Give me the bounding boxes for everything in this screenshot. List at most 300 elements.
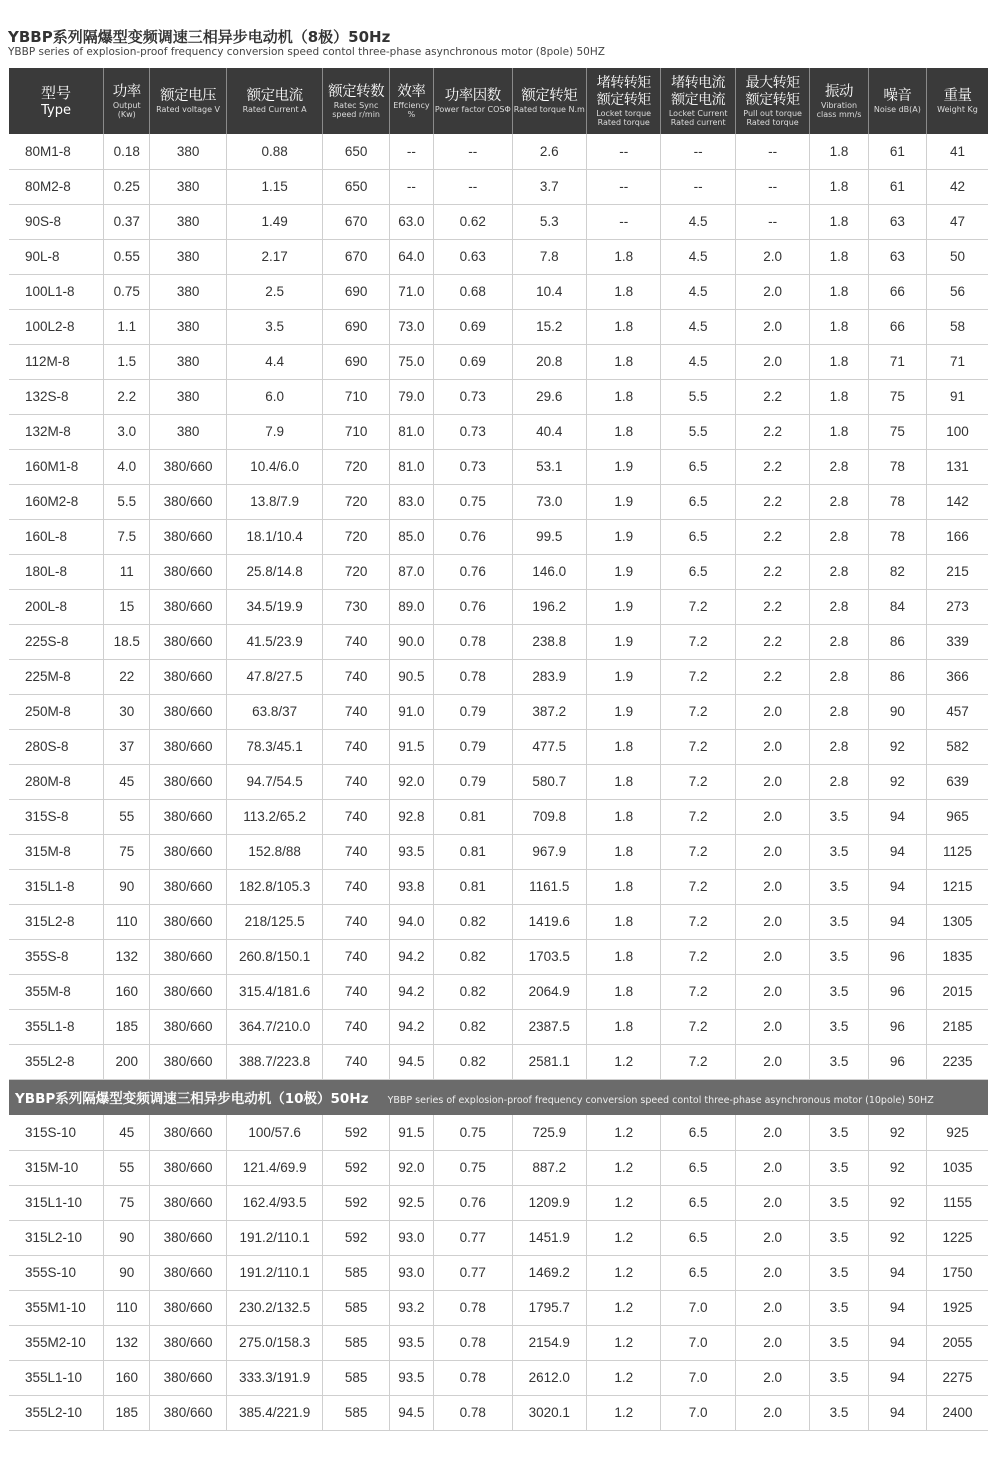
table-cell: 1.8 (810, 344, 868, 379)
table-cell: 1835 (927, 939, 988, 974)
table-cell: 380/660 (150, 659, 226, 694)
column-header-cn: 额定转矩 (745, 92, 800, 108)
table-cell: 0.75 (104, 274, 150, 309)
table-row (9, 239, 988, 274)
table-cell: 3.5 (810, 1115, 868, 1150)
table-cell: 7.2 (661, 589, 735, 624)
table-cell: 1.8 (810, 379, 868, 414)
table-cell: 2.8 (810, 694, 868, 729)
table-cell: 0.68 (434, 274, 512, 309)
table-cell: 47.8/27.5 (226, 659, 323, 694)
table-cell: 2235 (927, 1044, 988, 1079)
table-cell: 585 (323, 1395, 389, 1430)
table-cell: 720 (323, 554, 389, 589)
table-cell: 7.2 (661, 624, 735, 659)
model-cell: 250M-8 (9, 694, 104, 729)
table-cell: 3.5 (226, 309, 323, 344)
table-cell: 1.9 (586, 449, 660, 484)
table-cell: 1.8 (810, 239, 868, 274)
table-cell: 191.2/110.1 (226, 1255, 323, 1290)
table-row (9, 694, 988, 729)
table-cell: 92 (868, 1185, 926, 1220)
column-header-max-torque-ratio (735, 68, 809, 134)
table-cell: 96 (868, 974, 926, 1009)
table-cell: 78.3/45.1 (226, 729, 323, 764)
table-cell: 55 (104, 799, 150, 834)
column-header-en: Effciency % (393, 100, 430, 119)
table-cell: 185 (104, 1009, 150, 1044)
table-cell: 94.2 (389, 974, 433, 1009)
table-cell: 93.0 (389, 1255, 433, 1290)
table-cell: 185 (104, 1395, 150, 1430)
table-cell: 0.78 (434, 1360, 512, 1395)
column-header-noise (868, 68, 926, 134)
table-cell: 166 (927, 519, 988, 554)
table-cell: 15.2 (512, 309, 586, 344)
model-cell: 315L2-10 (9, 1220, 104, 1255)
table-cell: 0.81 (434, 834, 512, 869)
table-cell: 967.9 (512, 834, 586, 869)
table-cell: 29.6 (512, 379, 586, 414)
table-cell: 1.8 (586, 729, 660, 764)
table-cell: 650 (323, 169, 389, 204)
table-cell: 110 (104, 1290, 150, 1325)
model-cell: 160L-8 (9, 519, 104, 554)
table-cell: 10.4/6.0 (226, 449, 323, 484)
table-cell: 2.0 (735, 799, 809, 834)
table-cell: 457 (927, 694, 988, 729)
table-cell: 740 (323, 974, 389, 1009)
table-row (9, 519, 988, 554)
table-cell: 380 (150, 239, 226, 274)
column-header-locked-current-ratio (661, 68, 735, 134)
model-cell: 225S-8 (9, 624, 104, 659)
model-cell: 100L2-8 (9, 309, 104, 344)
table-cell: -- (389, 134, 433, 169)
table-cell: 0.82 (434, 939, 512, 974)
table-cell: 132 (104, 939, 150, 974)
table-row (9, 1220, 988, 1255)
table-cell: 0.73 (434, 449, 512, 484)
table-cell: 380 (150, 309, 226, 344)
table-cell: 3020.1 (512, 1395, 586, 1430)
column-header-cn: 堵转转矩 (596, 75, 651, 91)
table-cell: 1.8 (810, 414, 868, 449)
table-cell: 6.5 (661, 449, 735, 484)
table-cell: 720 (323, 519, 389, 554)
table-cell: 7.2 (661, 694, 735, 729)
table-cell: 0.75 (434, 1150, 512, 1185)
table-cell: 93.0 (389, 1220, 433, 1255)
model-cell: 280M-8 (9, 764, 104, 799)
table-cell: 315.4/181.6 (226, 974, 323, 1009)
table-cell: 92.8 (389, 799, 433, 834)
table-cell: -- (586, 169, 660, 204)
table-cell: 3.5 (810, 1185, 868, 1220)
table-cell: 1.2 (586, 1325, 660, 1360)
table-row (9, 974, 988, 1009)
table-row (9, 344, 988, 379)
table-cell: 3.5 (810, 834, 868, 869)
table-cell: 238.8 (512, 624, 586, 659)
table-cell: 75 (868, 414, 926, 449)
table-cell: 2.8 (810, 624, 868, 659)
table-cell: 94.7/54.5 (226, 764, 323, 799)
table-cell: 592 (323, 1150, 389, 1185)
table-row (9, 1290, 988, 1325)
table-cell: 380/660 (150, 1325, 226, 1360)
title-block (8, 28, 998, 59)
table-cell: 0.82 (434, 904, 512, 939)
column-header-voltage (150, 68, 226, 134)
table-cell: -- (434, 134, 512, 169)
table-cell: 64.0 (389, 239, 433, 274)
table-cell: 1155 (927, 1185, 988, 1220)
table-cell: 2.0 (735, 1255, 809, 1290)
model-cell: 355M2-10 (9, 1325, 104, 1360)
table-row (9, 764, 988, 799)
table-row (9, 589, 988, 624)
table-cell: 720 (323, 449, 389, 484)
table-cell: 66 (868, 274, 926, 309)
table-cell: 1795.7 (512, 1290, 586, 1325)
table-cell: 0.78 (434, 624, 512, 659)
table-cell: 1.2 (586, 1290, 660, 1325)
column-header-cn: 额定电压 (160, 88, 217, 104)
table-cell: 7.0 (661, 1360, 735, 1395)
model-cell: 355S-10 (9, 1255, 104, 1290)
table-cell: 7.2 (661, 869, 735, 904)
table-cell: 380 (150, 274, 226, 309)
table-row (9, 274, 988, 309)
table-cell: 7.2 (661, 834, 735, 869)
table-cell: 2.0 (735, 939, 809, 974)
table-cell: 2.0 (735, 1290, 809, 1325)
table-cell: 275.0/158.3 (226, 1325, 323, 1360)
table-cell: 71 (868, 344, 926, 379)
table-cell: 73.0 (512, 484, 586, 519)
table-cell: 380/660 (150, 1360, 226, 1395)
table-cell: 592 (323, 1220, 389, 1255)
table-cell: 94 (868, 1395, 926, 1430)
table-row (9, 799, 988, 834)
table-cell: 740 (323, 869, 389, 904)
table-row (9, 729, 988, 764)
table-cell: 2.2 (735, 484, 809, 519)
table-cell: 25.8/14.8 (226, 554, 323, 589)
table-row (9, 134, 988, 169)
table-cell: 1.8 (810, 274, 868, 309)
table-cell: 93.2 (389, 1290, 433, 1325)
table-cell: 94 (868, 1360, 926, 1395)
table-cell: 93.5 (389, 834, 433, 869)
column-header-en: Noise dB(A) (873, 105, 921, 114)
table-cell: 0.69 (434, 344, 512, 379)
table-cell: 380/660 (150, 729, 226, 764)
table-cell: 94.2 (389, 1009, 433, 1044)
table-cell: 1225 (927, 1220, 988, 1255)
table-cell: 0.73 (434, 414, 512, 449)
column-header-cn: 额定电流 (671, 92, 726, 108)
table-cell: 1.9 (586, 624, 660, 659)
column-header-en: Vibration class mm/s (816, 100, 862, 119)
table-cell: -- (434, 169, 512, 204)
table-cell: 92.5 (389, 1185, 433, 1220)
table-cell: 2.8 (810, 484, 868, 519)
table-cell: 887.2 (512, 1150, 586, 1185)
table-row (9, 449, 988, 484)
table-cell: 2.0 (735, 274, 809, 309)
table-cell: 6.5 (661, 1185, 735, 1220)
table-cell: 71.0 (389, 274, 433, 309)
table-cell: 1161.5 (512, 869, 586, 904)
table-row (9, 169, 988, 204)
table-cell: 0.75 (434, 484, 512, 519)
table-cell: 380/660 (150, 484, 226, 519)
table-cell: 41 (927, 134, 988, 169)
table-cell: 0.25 (104, 169, 150, 204)
table-cell: 6.5 (661, 484, 735, 519)
model-cell: 80M1-8 (9, 134, 104, 169)
table-cell: 1305 (927, 904, 988, 939)
table-cell: 380/660 (150, 519, 226, 554)
table-row (9, 1325, 988, 1360)
table-cell: 1750 (927, 1255, 988, 1290)
table-cell: 2.0 (735, 729, 809, 764)
table-cell: 6.0 (226, 379, 323, 414)
table-cell: 0.78 (434, 659, 512, 694)
table-cell: 2.0 (735, 344, 809, 379)
column-header-en: Weight Kg (937, 105, 978, 114)
table-cell: 2.6 (512, 134, 586, 169)
table-cell: 7.2 (661, 974, 735, 1009)
table-cell: 146.0 (512, 554, 586, 589)
table-cell: 585 (323, 1290, 389, 1325)
table-cell: 380/660 (150, 1009, 226, 1044)
table-cell: 740 (323, 694, 389, 729)
table-cell: 3.5 (810, 1325, 868, 1360)
table-cell: 0.78 (434, 1290, 512, 1325)
table-cell: 7.2 (661, 1044, 735, 1079)
table-cell: 2.0 (735, 1115, 809, 1150)
table-cell: 273 (927, 589, 988, 624)
table-cell: 100/57.6 (226, 1115, 323, 1150)
column-header-cn: 堵转电流 (671, 75, 726, 91)
table-cell: 142 (927, 484, 988, 519)
table-cell: 66 (868, 309, 926, 344)
table-cell: 380/660 (150, 1395, 226, 1430)
table-cell: 4.0 (104, 449, 150, 484)
table-cell: 2.2 (735, 379, 809, 414)
table-cell: 1.49 (226, 204, 323, 239)
table-cell: 720 (323, 484, 389, 519)
model-cell: 315L1-8 (9, 869, 104, 904)
table-cell: 1.1 (104, 309, 150, 344)
table-cell: 90 (104, 1220, 150, 1255)
column-header-en: Locket torque Rated torque (596, 109, 652, 127)
table-cell: 61 (868, 134, 926, 169)
table-cell: 90 (104, 1255, 150, 1290)
table-cell: 740 (323, 799, 389, 834)
table-cell: 1.8 (586, 344, 660, 379)
table-row (9, 1009, 988, 1044)
table-cell: 1.2 (586, 1115, 660, 1150)
column-header-cn: 额定转数 (328, 83, 385, 100)
table-cell: 83.0 (389, 484, 433, 519)
table-row (9, 1360, 988, 1395)
table-cell: 84 (868, 589, 926, 624)
table-cell: 710 (323, 414, 389, 449)
table-cell: 7.2 (661, 764, 735, 799)
table-cell: 152.8/88 (226, 834, 323, 869)
table-cell: 63.0 (389, 204, 433, 239)
table-cell: 2.0 (735, 834, 809, 869)
table-cell: 0.76 (434, 589, 512, 624)
table-cell: 740 (323, 834, 389, 869)
table-cell: 100 (927, 414, 988, 449)
model-cell: 315M-10 (9, 1150, 104, 1185)
table-cell: 2.0 (735, 764, 809, 799)
table-cell: 92.0 (389, 1150, 433, 1185)
table-cell: 1.9 (586, 589, 660, 624)
table-cell: 18.5 (104, 624, 150, 659)
table-cell: -- (586, 134, 660, 169)
table-cell: 11 (104, 554, 150, 589)
table-cell: 71 (927, 344, 988, 379)
section-title-en: YBBP series of explosion-proof frequency conversion speed contol three-phase asynchronous motor (10pole) 50HZ (387, 1095, 934, 1107)
column-header-cn: 振动 (825, 83, 854, 100)
model-cell: 355L2-10 (9, 1395, 104, 1430)
model-cell: 180L-8 (9, 554, 104, 589)
table-cell: 690 (323, 274, 389, 309)
column-header-speed (323, 68, 389, 134)
table-cell: 1.8 (586, 939, 660, 974)
table-row (9, 869, 988, 904)
table-cell: 965 (927, 799, 988, 834)
table-cell: 0.76 (434, 1185, 512, 1220)
table-row (9, 1185, 988, 1220)
table-cell: 740 (323, 1009, 389, 1044)
table-cell: 0.79 (434, 729, 512, 764)
table-cell: 709.8 (512, 799, 586, 834)
table-cell: 2.8 (810, 659, 868, 694)
table-cell: 22 (104, 659, 150, 694)
table-cell: 6.5 (661, 1255, 735, 1290)
table-row (9, 1395, 988, 1430)
table-cell: 380/660 (150, 974, 226, 1009)
table-cell: 0.18 (104, 134, 150, 169)
table-cell: 2.0 (735, 1009, 809, 1044)
table-cell: 690 (323, 344, 389, 379)
table-cell: 3.5 (810, 1220, 868, 1255)
table-cell: 6.5 (661, 1150, 735, 1185)
table-cell: 53.1 (512, 449, 586, 484)
column-header-en: Locket Current Rated current (668, 109, 728, 127)
table-row (9, 1150, 988, 1185)
table-cell: 2.0 (735, 1185, 809, 1220)
table-cell: 7.5 (104, 519, 150, 554)
model-cell: 280S-8 (9, 729, 104, 764)
section-title-cell (9, 1079, 988, 1115)
table-cell: 1.9 (586, 694, 660, 729)
table-cell: 56 (927, 274, 988, 309)
table-cell: 99.5 (512, 519, 586, 554)
column-header-vibration (810, 68, 868, 134)
table-cell: 3.5 (810, 1395, 868, 1430)
column-header-output (104, 68, 150, 134)
table-cell: 740 (323, 764, 389, 799)
table-cell: -- (389, 169, 433, 204)
table-cell: 2.0 (735, 1150, 809, 1185)
table-cell: -- (735, 169, 809, 204)
model-cell: 112M-8 (9, 344, 104, 379)
table-cell: 582 (927, 729, 988, 764)
table-cell: 380/660 (150, 589, 226, 624)
model-cell: 355M1-10 (9, 1290, 104, 1325)
column-header-en: Ratec Sync speed r/min (332, 100, 380, 119)
table-cell: 55 (104, 1150, 150, 1185)
table-cell: 3.5 (810, 1360, 868, 1395)
column-header-rated-torque (512, 68, 586, 134)
table-cell: 592 (323, 1185, 389, 1220)
table-cell: 90.0 (389, 624, 433, 659)
table-row (9, 554, 988, 589)
model-cell: 315L2-8 (9, 904, 104, 939)
table-cell: 94 (868, 1290, 926, 1325)
table-cell: 215 (927, 554, 988, 589)
table-cell: 73.0 (389, 309, 433, 344)
column-header-cn: 效率 (397, 83, 426, 100)
table-cell: 94 (868, 904, 926, 939)
table-cell: 37 (104, 729, 150, 764)
column-header-cn: 额定电流 (246, 88, 303, 104)
table-cell: 3.5 (810, 974, 868, 1009)
table-cell: 1.9 (586, 554, 660, 589)
column-header-efficiency (389, 68, 433, 134)
table-cell: 1.8 (586, 239, 660, 274)
table-cell: 132 (104, 1325, 150, 1360)
table-cell: 4.5 (661, 344, 735, 379)
table-cell: 45 (104, 764, 150, 799)
table-row (9, 1115, 988, 1150)
table-cell: 380 (150, 134, 226, 169)
table-cell: 91 (927, 379, 988, 414)
model-cell: 315L1-10 (9, 1185, 104, 1220)
table-cell: 63 (868, 204, 926, 239)
table-cell: 0.55 (104, 239, 150, 274)
model-cell: 80M2-8 (9, 169, 104, 204)
table-cell: 5.5 (661, 414, 735, 449)
table-cell: 58 (927, 309, 988, 344)
table-cell: 18.1/10.4 (226, 519, 323, 554)
table-cell: 1.2 (586, 1044, 660, 1079)
table-row (9, 624, 988, 659)
table-cell: 1.2 (586, 1185, 660, 1220)
table-cell: 1.8 (586, 974, 660, 1009)
table-cell: 580.7 (512, 764, 586, 799)
table-cell: 7.2 (661, 904, 735, 939)
table-cell: 477.5 (512, 729, 586, 764)
table-cell: 2.0 (735, 974, 809, 1009)
table-cell: 81.0 (389, 449, 433, 484)
model-cell: 225M-8 (9, 659, 104, 694)
table-cell: 82 (868, 554, 926, 589)
table-cell: 380/660 (150, 1044, 226, 1079)
table-cell: 81.0 (389, 414, 433, 449)
table-cell: 160 (104, 1360, 150, 1395)
table-cell: -- (735, 204, 809, 239)
table-cell: 740 (323, 729, 389, 764)
